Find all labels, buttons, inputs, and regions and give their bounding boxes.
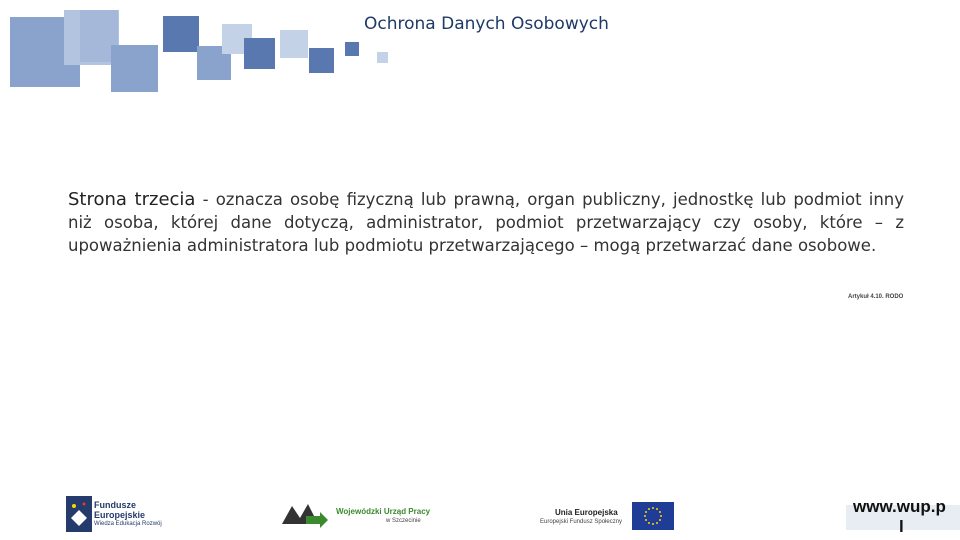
fundusze-europejskie-logo — [66, 496, 92, 532]
fe-subtitle: Wiedza Edukacja Rozwój — [94, 521, 162, 527]
page-title: Ochrona Danych Osobowych — [364, 14, 609, 34]
website-url-continuation[interactable]: l — [899, 517, 904, 536]
decor-square — [345, 42, 359, 56]
wup-subtitle: w Szczecinie — [386, 518, 421, 524]
fe-title: Fundusze Europejskie — [94, 500, 146, 520]
eu-flag-icon — [632, 502, 674, 530]
website-url[interactable]: www.wup.p — [853, 497, 946, 516]
definition-text: - oznacza osobę fizyczną lub prawną, organ publiczny, jednostkę lub podmiot inny niż osoba, której dane dotyczą, administrator, podmiot przetwarzający czy osoby, które – z upoważnienia administratora lub podmiotu przetwarzającego – mogą przetwarzać dane osobowe. — [68, 190, 904, 255]
decor-square — [244, 38, 275, 69]
ue-title: Unia Europejska — [555, 508, 618, 517]
source-citation: Artykuł 4.10. RODO — [848, 294, 904, 300]
wup-title: Wojewódzki Urząd Pracy — [336, 507, 431, 516]
definition-term: Strona trzecia — [68, 189, 196, 210]
decor-square — [309, 48, 334, 73]
decor-square — [111, 45, 158, 92]
ue-subtitle: Europejski Fundusz Społeczny — [540, 519, 623, 525]
decor-square — [163, 16, 199, 52]
definition-paragraph — [68, 188, 904, 257]
decor-square — [377, 52, 388, 63]
wup-logo — [282, 500, 330, 528]
decor-square — [280, 30, 308, 58]
